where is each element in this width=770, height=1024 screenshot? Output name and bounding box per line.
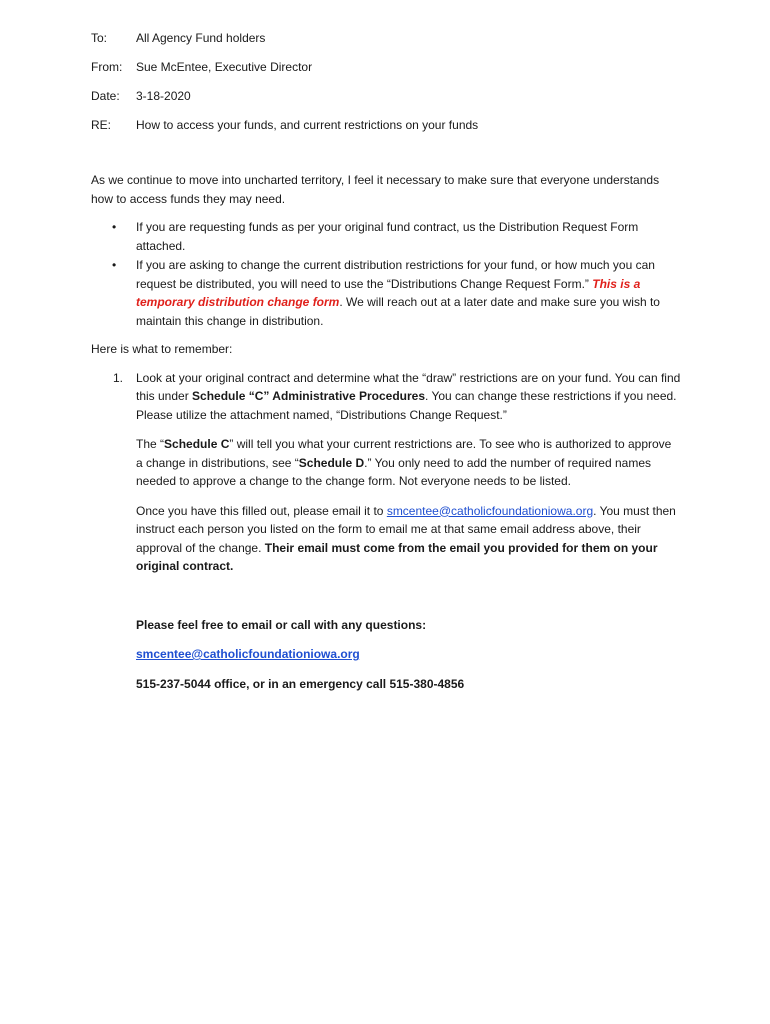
bullet-text: If you are requesting funds as per your original fund contract, us the Distribution Request Form attached. xyxy=(136,220,639,253)
memo-to-row xyxy=(91,29,681,58)
text-segment: Look at your original contract and determine what the “draw” restrictions are on your fund. You can find this under xyxy=(136,370,681,403)
bullet-item-change-request xyxy=(91,256,681,330)
step-paragraph-contract xyxy=(136,369,681,425)
bullet-icon: • xyxy=(112,258,117,272)
contact-block xyxy=(91,616,681,694)
memo-to-value: All Agency Fund holders xyxy=(136,31,266,45)
memo-from-value: Sue McEntee, Executive Director xyxy=(136,60,313,74)
step-paragraph-schedules xyxy=(136,435,681,491)
memo-from-row xyxy=(91,58,681,87)
step-number: 1. xyxy=(113,370,124,385)
contact-heading: Please feel free to email or call with any questions: xyxy=(136,617,427,632)
text-segment: . You can change these restrictions if you need. Please utilize the attachment named, “Distributions Change Request.” xyxy=(136,389,677,422)
memo-re-row xyxy=(91,116,681,145)
intro-paragraph: As we continue to move into uncharted territory, I feel it necessary to make sure that everyone understands how to access funds they may need. xyxy=(91,173,660,206)
schedule-d-ref: Schedule D xyxy=(298,455,365,470)
memo-to-label: To: xyxy=(91,31,108,45)
text-segment: Once you have this filled out, please email it to xyxy=(136,503,387,518)
memo-re-value: How to access your funds, and current restrictions on your funds xyxy=(136,118,479,132)
temporary-form-notice: This is a temporary distribution change form xyxy=(136,276,641,309)
bullet-text: If you are asking to change the current distribution restrictions for your fund, or how much you can request be distributed, you will need to use the “Distributions Change Request Form.” xyxy=(136,258,655,291)
memo-page xyxy=(91,29,681,704)
memo-from-label: From: xyxy=(91,60,123,74)
contact-phone: 515-237-5044 office, or in an emergency call 515-380-4856 xyxy=(136,676,465,691)
bullet-text-tail: . We will reach out at a later date and make sure you wish to maintain this change in distribution. xyxy=(136,295,660,328)
bullet-item-distribution-request xyxy=(91,218,681,255)
text-segment: The “ xyxy=(136,437,165,451)
step-paragraph-email xyxy=(136,502,681,576)
bullet-list xyxy=(91,218,681,330)
text-segment: .” You only need to add the number of required names needed to approve a change to the change form. Not everyone needs to be listed. xyxy=(136,455,651,488)
email-link[interactable]: smcentee@catholicfoundationiowa.org xyxy=(386,503,594,518)
memo-re-label: RE: xyxy=(91,118,112,132)
memo-date-value: 3-18-2020 xyxy=(136,89,191,103)
memo-date-label: Date: xyxy=(91,89,120,103)
schedule-c-ref: Schedule C xyxy=(164,437,230,451)
bullet-icon: • xyxy=(112,220,117,234)
step-item xyxy=(91,369,681,576)
memo-date-row xyxy=(91,87,681,116)
email-requirement-note: Their email must come from the email you provided for them on your original contract. xyxy=(136,540,658,573)
contact-email-link[interactable]: smcentee@catholicfoundationiowa.org xyxy=(136,647,360,661)
text-segment: ” will tell you what your current restrictions are. To see who is authorized to approve a change in distributions, see “ xyxy=(136,437,672,470)
schedule-c-admin-procedures: Schedule “C” Administrative Procedures xyxy=(192,389,426,403)
steps-list xyxy=(91,369,681,576)
text-segment: . You must then instruct each person you listed on the form to email me at that same email address above, their approval of the change. xyxy=(136,503,676,555)
remember-heading: Here is what to remember: xyxy=(91,342,233,356)
